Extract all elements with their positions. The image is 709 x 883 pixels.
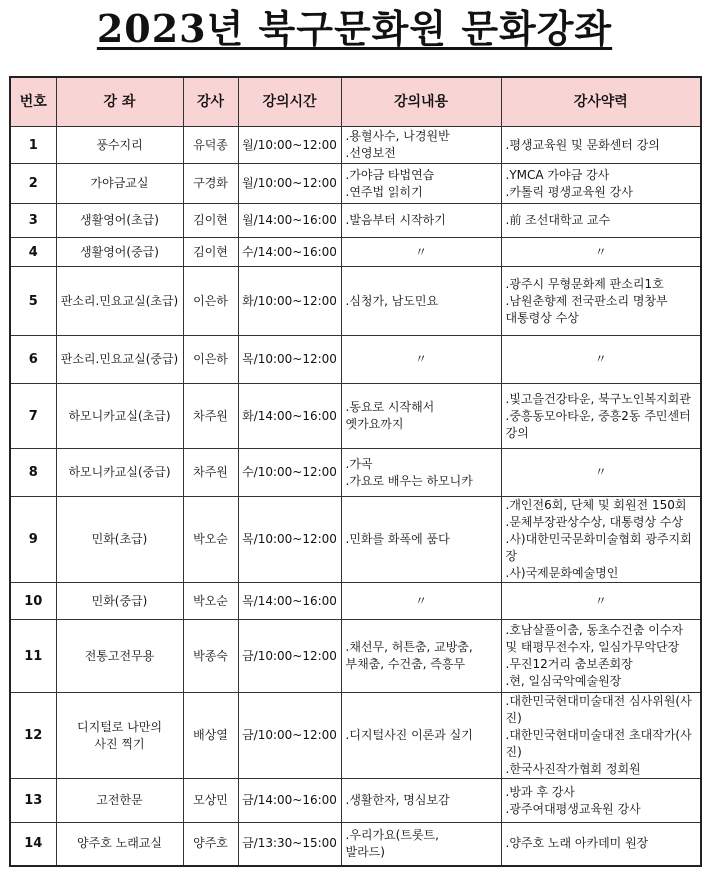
cell-course: 고전한문 (56, 779, 183, 823)
cell-content: .가곡 .가요로 배우는 하모니카 (341, 449, 501, 497)
cell-no: 14 (10, 823, 56, 866)
cell-career: 〃 (501, 238, 701, 267)
cell-career: .양주호 노래 아카데미 원장 (501, 823, 701, 866)
cell-teacher: 모상민 (183, 779, 238, 823)
cell-course: 디지털로 나만의 사진 찍기 (56, 693, 183, 779)
cell-course: 민화(중급) (56, 583, 183, 620)
cell-no: 6 (10, 336, 56, 384)
cell-content: .채선무, 허튼춤, 교방춤, 부채춤, 수건춤, 즉흥무 (341, 620, 501, 693)
cell-career: .빛고을건강타운, 북구노인복지회관 .중흥동모아타운, 중흥2동 주민센터 강의 (501, 384, 701, 449)
cell-teacher: 이은하 (183, 336, 238, 384)
cell-no: 2 (10, 164, 56, 204)
cell-teacher: 박종숙 (183, 620, 238, 693)
table-row (10, 583, 701, 620)
cell-content: .가야금 타법연습 .연주법 읽히기 (341, 164, 501, 204)
schedule-table (9, 76, 702, 867)
cell-career: .평생교육원 및 문화센터 강의 (501, 127, 701, 164)
cell-course: 하모니카교실(중급) (56, 449, 183, 497)
cell-course: 민화(초급) (56, 497, 183, 583)
cell-career: 〃 (501, 449, 701, 497)
cell-content: 〃 (341, 336, 501, 384)
cell-no: 11 (10, 620, 56, 693)
cell-teacher: 유덕종 (183, 127, 238, 164)
header-teacher: 강사 (183, 77, 238, 127)
header-course: 강 좌 (56, 77, 183, 127)
cell-no: 8 (10, 449, 56, 497)
cell-content: 〃 (341, 583, 501, 620)
cell-course: 생활영어(중급) (56, 238, 183, 267)
cell-content: .용혈사수, 나경원반 .선영보전 (341, 127, 501, 164)
cell-teacher: 구경화 (183, 164, 238, 204)
cell-time: 목/10:00~12:00 (238, 336, 341, 384)
cell-career: 〃 (501, 336, 701, 384)
cell-course: 판소리.민요교실(중급) (56, 336, 183, 384)
cell-time: 수/10:00~12:00 (238, 449, 341, 497)
cell-career: .대한민국현대미술대전 심사위원(사진) .대한민국현대미술대전 초대작가(사진) .한국사진작가협회 정회원 (501, 693, 701, 779)
cell-content: .디지털사진 이론과 실기 (341, 693, 501, 779)
table-row (10, 336, 701, 384)
table-row (10, 204, 701, 238)
table-row (10, 449, 701, 497)
cell-course: 생활영어(초급) (56, 204, 183, 238)
table-row (10, 238, 701, 267)
cell-time: 화/14:00~16:00 (238, 384, 341, 449)
cell-no: 4 (10, 238, 56, 267)
cell-time: 금/10:00~12:00 (238, 620, 341, 693)
cell-course: 가야금교실 (56, 164, 183, 204)
cell-time: 금/14:00~16:00 (238, 779, 341, 823)
table-row (10, 267, 701, 336)
cell-content: .생활한자, 명심보감 (341, 779, 501, 823)
cell-teacher: 박오순 (183, 497, 238, 583)
cell-content: .동요로 시작해서 옛가요까지 (341, 384, 501, 449)
table-row (10, 823, 701, 866)
cell-time: 월/10:00~12:00 (238, 164, 341, 204)
cell-career: 〃 (501, 583, 701, 620)
cell-course: 하모니카교실(초급) (56, 384, 183, 449)
cell-no: 7 (10, 384, 56, 449)
cell-teacher: 김이현 (183, 238, 238, 267)
cell-time: 화/10:00~12:00 (238, 267, 341, 336)
table-row (10, 620, 701, 693)
cell-teacher: 양주호 (183, 823, 238, 866)
table-row (10, 127, 701, 164)
header-career: 강사약력 (501, 77, 701, 127)
cell-teacher: 차주원 (183, 449, 238, 497)
cell-career: .前 조선대학교 교수 (501, 204, 701, 238)
cell-course: 전통고전무용 (56, 620, 183, 693)
cell-teacher: 배상열 (183, 693, 238, 779)
cell-career: .광주시 무형문화제 판소리1호 .남원춘향제 전국판소리 명창부 대통령상 수상 (501, 267, 701, 336)
table-row (10, 779, 701, 823)
table-row (10, 693, 701, 779)
cell-course: 풍수지리 (56, 127, 183, 164)
table-row (10, 497, 701, 583)
cell-no: 10 (10, 583, 56, 620)
cell-teacher: 차주원 (183, 384, 238, 449)
cell-teacher: 김이현 (183, 204, 238, 238)
cell-time: 금/13:30~15:00 (238, 823, 341, 866)
cell-teacher: 이은하 (183, 267, 238, 336)
cell-career: .방과 후 강사 .광주여대평생교육원 강사 (501, 779, 701, 823)
cell-content: .민화를 화폭에 품다 (341, 497, 501, 583)
cell-course: 양주호 노래교실 (56, 823, 183, 866)
cell-time: 목/10:00~12:00 (238, 497, 341, 583)
cell-career: .호남살풀이춤, 동초수건춤 이수자 및 태평무전수자, 일심가무악단장 .무진12거리 춤보존회장 .현, 일심국악예술원장 (501, 620, 701, 693)
cell-content: 〃 (341, 238, 501, 267)
header-time: 강의시간 (238, 77, 341, 127)
cell-content: .우리가요(트롯트, 발라드) (341, 823, 501, 866)
cell-no: 9 (10, 497, 56, 583)
cell-time: 목/14:00~16:00 (238, 583, 341, 620)
cell-course: 판소리.민요교실(초급) (56, 267, 183, 336)
cell-no: 1 (10, 127, 56, 164)
header-row (10, 77, 701, 127)
cell-no: 12 (10, 693, 56, 779)
cell-content: .발음부터 시작하기 (341, 204, 501, 238)
page-title-wrap (0, 6, 709, 52)
cell-content: .심청가, 남도민요 (341, 267, 501, 336)
table-row (10, 384, 701, 449)
header-content: 강의내용 (341, 77, 501, 127)
cell-no: 3 (10, 204, 56, 238)
page-title: 2023년 북구문화원 문화강좌 (96, 6, 613, 51)
cell-career: .개인전6회, 단체 및 회원전 150회 .문체부장관상수상, 대통령상 수상 .사)대한민국문화미술협회 광주지회장 .사)국제문화예술명인 (501, 497, 701, 583)
cell-no: 13 (10, 779, 56, 823)
schedule-table-wrap (9, 76, 700, 867)
table-row (10, 164, 701, 204)
cell-time: 금/10:00~12:00 (238, 693, 341, 779)
cell-career: .YMCA 가야금 강사 .카톨릭 평생교육원 강사 (501, 164, 701, 204)
cell-time: 월/14:00~16:00 (238, 204, 341, 238)
cell-teacher: 박오순 (183, 583, 238, 620)
cell-no: 5 (10, 267, 56, 336)
cell-time: 월/10:00~12:00 (238, 127, 341, 164)
header-no: 번호 (10, 77, 56, 127)
cell-time: 수/14:00~16:00 (238, 238, 341, 267)
